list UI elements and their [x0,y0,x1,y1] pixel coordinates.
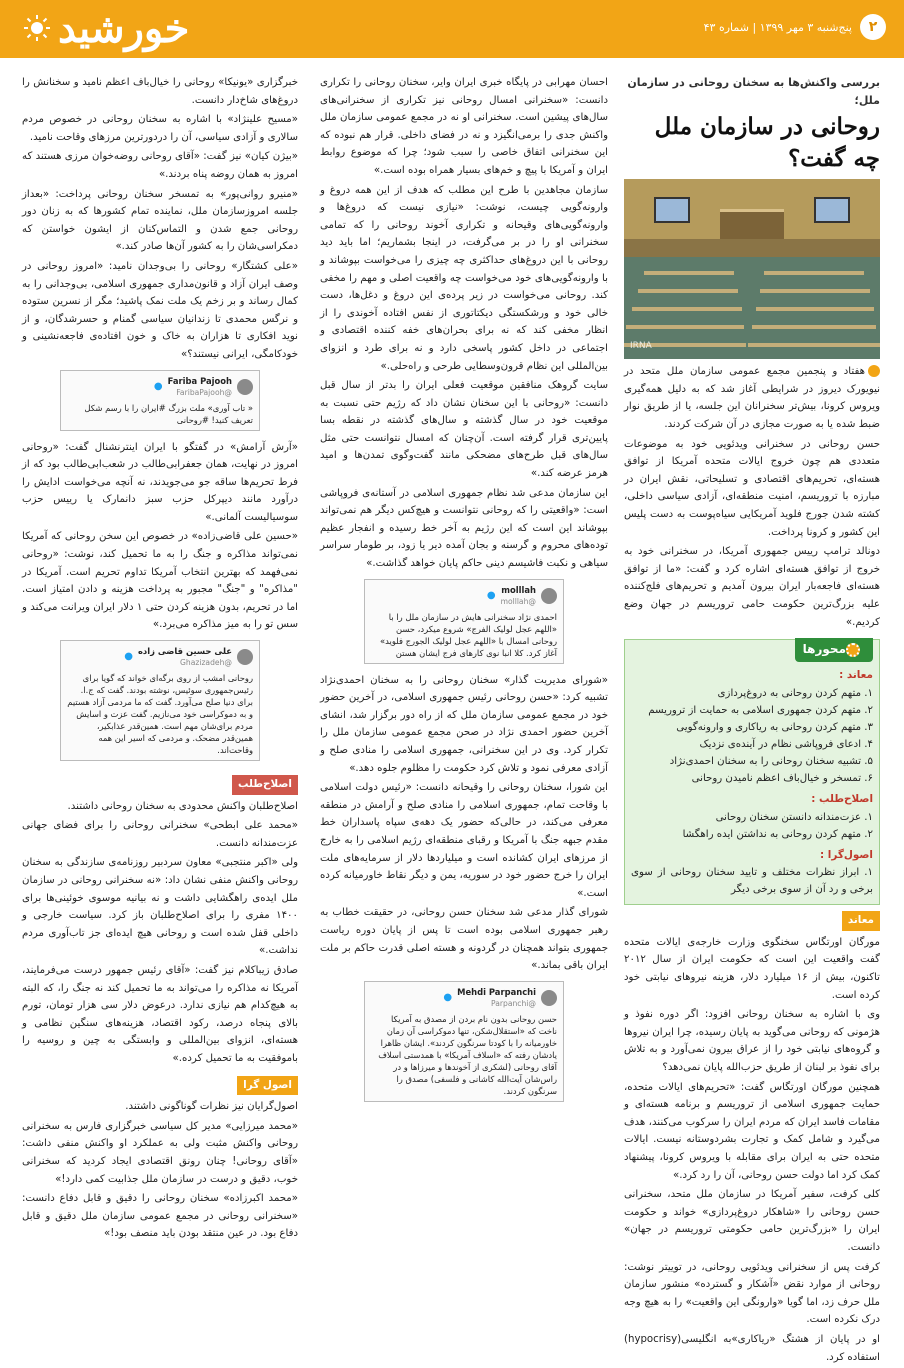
tweet-author: Fariba Pajooh [167,375,232,386]
body-paragraph: کلی کرفت، سفیر آمریکا در سازمان ملل متحد، سخنرانی حسن روحانی را «شاهکار دروغ‌پردازی» خواند و حکومت ایران را «بزرگ‌ترین حامی حکومتی تروریسم در جهان» دانست. [624,1189,880,1253]
list-item: ۶. تمسخر و خیال‌باف اعظم نامیدن روحانی [691,773,873,785]
body-paragraph: دونالد ترامپ رییس جمهوری آمریکا، در سخنرانی خود به خروج از توافق هسته‌ای اشاره کرد و گفت: «ما از توافق هسته‌ای فاجعه‌بار ایران بیرون آمدیم و تحریم‌های فلج‌کننده علیه بزرگ‌ترین حکومت حامی تروریسم در جهان وضع کردیم.» [624,546,880,628]
twitter-bird-icon: ● [153,380,163,392]
body-paragraph: این سازمان مدعی شد نظام جمهوری اسلامی در آستانه‌ی فروپاشی است: «واقعیتی را که روحانی نتوانست و هیچ‌کس دیگر هم نمی‌تواند بپوشاند این است که این رژیم به آخر خط رسیده و انفجار عظیم توده‌های محروم و گرسنه و بجان آمده دیر یا زود، بر طومار سراسر سیاهی و نکبت فاشیسم دینی حاکم پایان خواهد گذاشت.» [320,487,608,570]
photo-credit: IRNA [630,340,652,351]
screen-left-icon [654,197,690,223]
column-2 [320,74,608,1110]
page-number: ۲ [860,14,886,40]
tweet-author: molllah [501,584,536,595]
column-1 [624,74,880,1368]
embedded-tweet[interactable] [364,579,564,664]
list-item: ۲. متهم کردن جمهوری اسلامی به حمایت از تروریسم [648,705,873,717]
lead-paragraph: هفتاد و پنجمین مجمع عمومی سازمان ملل متحد در نیویورک دیروز در شرایطی آغاز شد که به دلیل همه‌گیری ویروس کرونا، بیش‌تر سخنرانان این جلسه، یا از طریق نوار ضبط شده یا به صورت مجازی در آن شرکت کردند. [624,366,880,430]
reformists-list [631,809,873,843]
tweet-text: روحانی امشب از روی برگه‌ای خواند که گویا برای رئیس‌جمهوری سوئیس، نوشته بودند. گفت که ج.ا. برای دنیا صلح می‌آورد. گفت که ما مردمی آزاد هستیم و به دموکراسی خود می‌نازیم. گفت عزت و اسایش مردم برای‌شان مهم است. همین‌قدر عذابکیر، همین‌قدر مضحک. و مردمی که اسیر این همه وقاحت‌اند. [67,673,253,756]
avatar [541,990,557,1006]
body-paragraph: کرفت پس از سخنرانی ویدئویی روحانی، در توییتر نوشت: روحانی از موارد نقض «آشکار و گسترده» منشور سازمان ملل حرف زد، اما گویا «وارونگی این واقعیت» را به هیچ وجه درک نکرده است. [624,1261,880,1326]
principlists-label: اصول‌گرا : [820,848,873,861]
reformist-section-label: اصلاح‌طلب [232,775,298,795]
body-paragraph: «شورای مدیریت گذار» سخنان روحانی را به سخنان احمدی‌نژاد تشبیه کرد: «حسن روحانی رئیس جمهوری اسلامی، در آخرین حضور خود در مجمع عمومی سازمان ملل که از راه دور برگزار شد، انشای آخرین حضور احمدی نژاد در صحن مجمع عمومی سازمان ملل را تکرار کرد. وی در این سخنرانی، جمهوری اسلامی را منادی صلح و آزادی معرفی نمود و تلاش کرد حکومت را مظلوم جلوه دهد.» [320,674,608,774]
reformists-label: اصلاح‌طلب : [811,793,873,806]
masthead [0,0,904,58]
article-kicker: بررسی واکنش‌ها به سخنان روحانی در سازمان ملل؛ [627,76,880,107]
tweet-author: علی حسین قاضی زاده [137,646,232,657]
tweet-handle: @FaribaPajooh [176,387,232,397]
body-paragraph: سازمان مجاهدین با طرح این مطلب که هدف از این همه دروغ و وارونه‌گویی چیست، نوشت: «نیازی نیست که دروغ‌ها و وارونه‌گویی‌های وقیحانه و تکراری آخوند روحانی را که تمامی سخنرانی او را در بر می‌گرفت، در اینجا بشماریم؛ اما باید دید روحانی با این دروغ‌های حداکثری چه چیزی را می‌خواست بپوشاند و با وارونه‌گویی‌های خود می‌خواست چه واقعیت اصلی و مهم را مخفی کند. روحانی می‌خواست در زیر پرده‌ی این دروغ و دغل‌ها، دست خالی خود و ورشکستگی دیکتاتوری از نفس افتاده آخوندی را از انظار مخفی کند که نه برای بحران‌های خفه کننده اقتصادی و اجتماعی در داخل کشور پاسخی دارد و نه برای طرد و انزوای بین‌المللی این نظام قرون‌وسطایی طرحی و راه‌حلی.» [320,184,608,372]
principlist-section-label: اصول گرا [237,1076,298,1096]
body-paragraph: مورگان اورتگاس سخنگوی وزارت خارجه‌ی ایالات متحده گفت واقعیت این است که حکومت ایران از سال ۲۰۱۲ تاکنون، بیش از ۱۶ میلیارد دلار، هزینه نیروهای نیابتی خود کرده است. [624,936,880,1001]
body-paragraph: این شورا، سخنان روحانی را وقیحانه دانست: «رئیس دولت اسلامی با وقاحت تمام، جمهوری اسلامی را منادی صلح و آرامش در منطقه معرفی می‌کند، در حالی‌که حضور یک دهه‌ی سپاه پاسداران خط مقدم جبهه جنگ با آمریکا و رقبای منطقه‌ای رژیم اسلامی را به خارج از مرزهای ایران کشانده است و میلیاردها دلار از سرمایه‌های ملت ایران را خرج حضور خود در سوریه، یمن و دیگر نقاط خاورمیانه کرده است.» [320,782,608,899]
body-paragraph: اصول‌گرایان نیز نظرات گوناگونی داشتند. [125,1101,298,1113]
avatar [237,649,253,665]
body-paragraph: «بیژن کیان» نیز گفت: «آقای روحانی روضه‌خوان مرزی هستند که امروز به همان روضه پناه بردند.» [22,151,298,180]
list-item: ۱. ابراز نظرات مختلف و تایید سخنان روحانی از سوی برخی و رد آن از سوی برخی دیگر [631,867,873,896]
twitter-bird-icon: ● [486,589,496,601]
dateline: پنج‌شنبه ۳ مهر ۱۳۹۹ | شماره ۴۳ [703,20,852,34]
embedded-tweet[interactable] [364,981,564,1102]
body-paragraph: خبرگزاری «یونیکا» روحانی را خیال‌باف اعظم نامید و سخنانش را دروغ‌های شاخ‌دار دانست. [22,77,298,106]
body-paragraph: «محمد اکبرزاده» سخنان روحانی را دقیق و قابل دفاع دانست: «سخنرانی روحانی در مجمع عمومی سازمان ملل دقیق و قابل دفاع بود. در عین منتقد بودن باید منصف بود!» [22,1193,298,1240]
opponents-section-label: معاند [842,911,880,931]
gear-icon [846,643,860,657]
opponents-list [631,685,873,787]
body-paragraph: «حسین علی قاضی‌زاده» در خصوص این سخن روحانی که آمریکا نمی‌تواند مذاکره و جنگ را به ما تحمیل کند، نوشت: «روحانی نمی‌فهمد که بهترین انتخاب آمریکا تداوم تحریم است. آمریکا در "مذاکره" و "جنگ" مجبور به پرداخت هزینه و دادن امتیاز است. اما در تحریم، بدون هزینه کردن حتی ۱ دلار ایران ویرانت می‌کند و سس تو را به میز مذاکره می‌برد.» [22,531,298,631]
body-paragraph: «محمد میرزایی» مدیر کل سیاسی خبرگزاری فارس به سخنرانی روحانی واکنش مثبت ولی به عملکرد او واکنش منفی داشت: «آقای روحانی! چنان رونق اقتصادی ایجاد کردید که سخنرانی خوب، دقیق و درست در سازمان ملل جذابیت کمی دارد!» [22,1120,298,1185]
body-paragraph: احسان مهرابی در پایگاه خبری ایران وایر، سخنان روحانی را تکراری دانست: «سخنرانی امسال روحانی نیز تکراری از سخنرانی‌های سال‌های پیشین است. سخنرانی او نه در مجمع عمومی سازمان ملل واکنش جدی را برمی‌انگیزد و نه در فضای داخلی. قرار هم نبوده که این سخنرانی اتفاق خاصی را سبب شود؛ چرا که موضوع روابط ایران و آمریکا با پیچ و خم‌های بسیار همراه بوده است.» [320,77,608,176]
tweet-author: Mehdi Parpanchi [457,986,536,997]
tweet-text: حسن روحانی بدون نام بردن از مصدق به آمریکا ناخت که «استقلال‌شکن، تنها دموکراسی آن زمان خاورمیانه را با کودتا سرنگون کردند». ایشان ظاهرا یادشان رفته که «اسلاف آمریکا» با همدستی اسلاف آقای روحانی (لشکری از آخوندها و میرزاها و در راس‌شان آیت‌الله کاشانی و فلسفی) مصدق را سرنگون کردند. [378,1013,557,1096]
body-paragraph: «مسیح علینژاد» با اشاره به سخنان روحانی در خصوص مردم سالاری و آزادی سیاسی، آن را دردورترین مرزهای وقاحت نامید. [22,114,298,143]
body-paragraph: صادق زیباکلام نیز گفت: «آقای رئیس جمهور درست می‌فرمایند، آمریکا نه مذاکره را می‌تواند به ما تحمیل کند نه جنگ را، که البته به هیچ‌کدام هم نیازی ندارد. درعوض دلار سی هزار تومان، تورم بالای پنجاه درصد، رکود اقتصاد، هزینه‌های سنگین نظامی و هسته‌ای، انزوای بین‌المللی و وابستگی به چین و روسیه را باموفقیت به ما تحمیل کرده.» [22,964,298,1064]
body-paragraph: «منیرو روانی‌پور» به تمسخر سخنان روحانی پرداخت: «بعداز جلسه امروزسازمان ملل، نماینده تمام کشورها که به زنان دور روحانی جمع شدن و التماس‌کنان از ایشون خواستن که دمکراسی‌شان را به کشور آن‌ها صادر کند.» [22,188,298,253]
body-paragraph: ولی «اکبر منتجبی» معاون سردبیر روزنامه‌ی سازندگی به سخنان روحانی واکنش منفی نشان داد: «نه سخنرانی روحانی در سازمان ملل ایده‌ی راهگشایی داشت و نه بیانیه موسوی خوئینی‌ها برای ۱۴۰۰ مفری را برای اصلاح‌طلبان باز کرد. سیاست خارجی و داخلی قفل شده است و روحانی هیچ ایده‌ای جز تاب‌آوری مردم نداشت.» [22,857,298,957]
embedded-tweet[interactable] [60,370,260,431]
tweet-text: احمدی نژاد سخنرانی هایش در سازمان ملل را با «اللهم عجل لولیک الفرج» شروع میکرد، حسن روحانی امسال با «اللهم عجل لولیک الجورج فلوید» آغاز کرد. کلا انبا نوی کارهای فرج ایشان هستن [380,611,557,658]
body-paragraph: «محمد علی ابطحی» سخنرانی روحانی را برای فضای جهانی عزت‌مندانه دانست. [22,820,298,849]
body-paragraph: او در پایان از هشتگ «ریاکاری»به انگلیسی(hypocrisy) استفاده کرد. [624,1333,880,1363]
avatar [237,379,253,395]
axes-title: محورها [795,638,873,662]
list-item: ۱. متهم کردن روحانی به دروغ‌پردازی [717,688,873,700]
list-item: ۵. تشبیه سخنان روحانی را به سخنان احمدی‌نژاد [669,756,873,768]
tweet-handle: @Ghazizadeh [180,658,232,668]
body-paragraph: شورای گذار مدعی شد سخنان حسن روحانی، در حقیقت خطاب به رهبر جمهوری اسلامی بوده است تا پس از پایان دوره ریاست جمهوری بتواند همچنان در گردونه و هسته اصلی قدرت حاکم بر ملت ایران باقی بماند.» [320,907,608,972]
newspaper-logo [22,2,189,54]
body-paragraph: وی با اشاره به سخنان روحانی افزود: اگر دوره نفوذ و هژمونی که روحانی می‌گوید به پایان رسیده، چرا ایران نیروها و گروه‌های نیابتی خود را از عراق بیرون نمی‌آورد و به تلاش برای نفوذ بر لبنان از طریق حزب‌الله پایان نمی‌دهد؟ [624,1009,880,1074]
article-headline: روحانی در سازمان ملل چه گفت؟ [654,113,880,173]
body-paragraph: حسن روحانی در سخنرانی ویدئویی خود به موضوعات متعددی هم چون خروج ایالات متحده آمریکا از توافق هسته‌ای، تحریم‌های اقتصادی و تسلیحاتی، نقش ایران در مبارزه با تروریسم، امنیت منطقه‌ای، آزادی سیاسی داخلی، کشته شدن جورج فلوید آمریکایی سیاه‌پوست به دست پلیس این کشور و کرونا پرداخت. [624,438,880,538]
tweet-handle: @molllah [500,596,536,606]
un-assembly-photo [624,179,880,359]
list-item: ۴. ادعای فروپاشی نظام در آینده‌ی نزدیک [699,739,873,751]
logo-text: خورشید [58,4,190,52]
list-item: ۱. عزت‌مندانه دانستن سخنان روحانی [715,811,873,823]
sun-icon [22,13,52,43]
axes-box [624,639,880,905]
issue-meta [704,14,886,40]
screen-right-icon [814,197,850,223]
principlists-list [631,864,873,898]
opponents-label: معاند : [839,669,873,682]
tweet-text: « تاب آوری» ملت بزرگ #ایران را با رسم شکل تعریف کنید! #روحانی [84,402,253,425]
tweet-handle: @Parpanchi [491,998,536,1008]
body-paragraph: سایت گروهک منافقین موقعیت فعلی ایران را بدتر از سال قبل دانست: «روحانی با این سخنان نشان داد که رژیم حتی نسبت به موقعیت خود در سال گذشته و سال‌های گذشته در نقطه بسا پایین‌تری قرار گرفته است. آن‌چنان که امسال نتوانست حتی مثل سال‌های قبل طرح‌های مضحکی مانند گفت‌وگوی تمدن‌ها و امید هرمز عرضه کند.» [320,380,608,480]
avatar [541,588,557,604]
column-3 [22,74,298,1245]
bullet-sun-icon [868,365,880,377]
body-paragraph: همچنین مورگان اورتگاس گفت: «تحریم‌های ایالات متحده، حمایت جمهوری اسلامی از تروریسم و برنامه هسته‌ای و مقامات فاسد ایران که مردم ایران را سرکوب می‌کنند، هدف می‌گیرد و شامل کمک و تجارت بشردوستانه نیست. ایالات متحده حتی به ایران برای مقابله با ویروس کرونا، پیشنهاد کمک کرد اما دولت حسن روحانی، آن را رد کرد.» [624,1081,880,1181]
body-paragraph: «آرش آرامش» در گفتگو با ایران اینترنشنال گفت: «روحانی امروز در نهایت، همان جعفرابی‌طالب در شعب‌ابی‌طالب بود که از فرط تحریم‌ها ساقه جو می‌جویدند، نه آنچه می‌خواست ادایش را درآورد مانند دیپرکل حزب سبز دانمارک یا رییس حزب سوسیالیست آلمانی.» [22,441,298,523]
body-paragraph: اصلاح‌طلبان واکنش محدودی به سخنان روحانی داشتند. [67,800,298,812]
list-item: ۳. متهم کردن روحانی به ریاکاری و وارونه‌گویی [676,722,873,734]
twitter-bird-icon: ● [443,991,453,1003]
embedded-tweet[interactable] [60,640,260,761]
twitter-bird-icon: ● [124,651,133,663]
body-paragraph: «علی کشتگار» روحانی را بی‌وجدان نامید: «امروز روحانی در وصف ایران آزاد و قانون‌مداری جمهوری اسلامی، بی‌وجدانی را به کمال رساند و بر زخم یک ملت نمک پاشید؛ مگر از نسرین ستوده و نرگس محمدی تا زندانیان سیاسی گمنام و حسرشدگان، و از نوید افکاری تا هزاران به خاک و خون افتاده‌ی فاجعه‌نشینی و خودکامگی، ایرانی نیستند؟» [22,260,298,360]
list-item: ۲. متهم کردن روحانی به نداشتن ایده راهگشا [682,828,873,840]
